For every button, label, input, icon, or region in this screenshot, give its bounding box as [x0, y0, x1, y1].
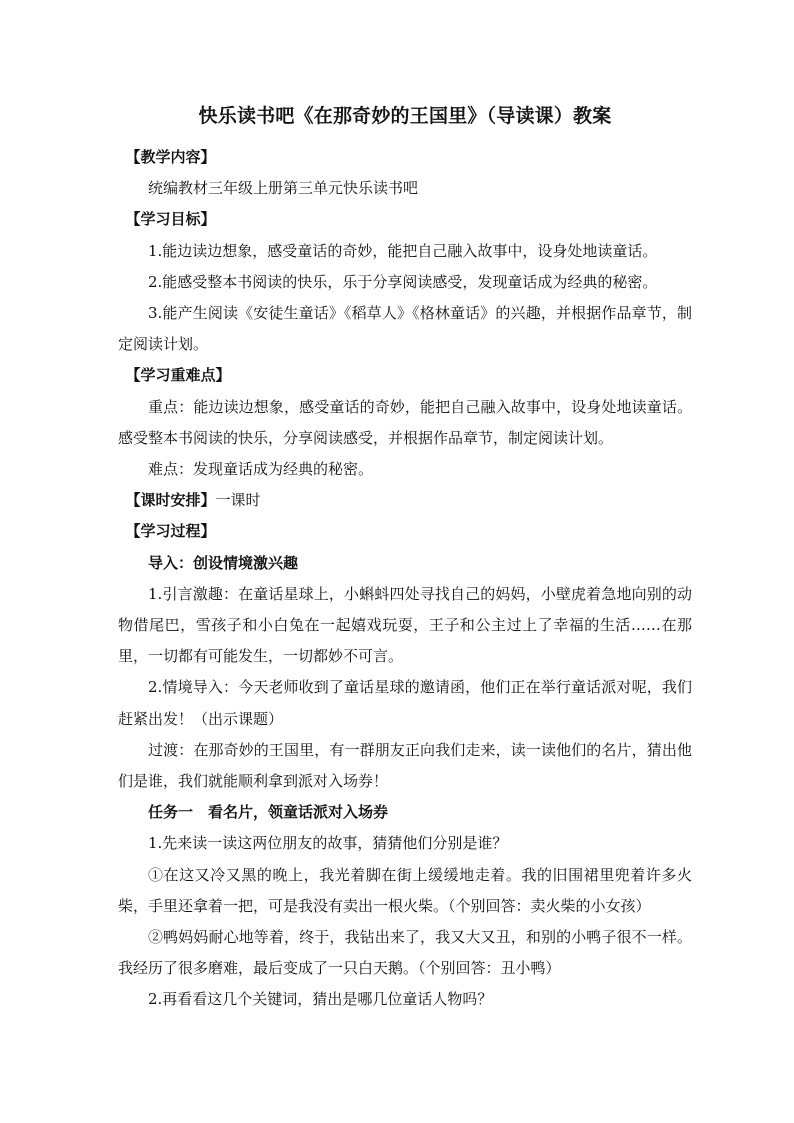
section-heading-process: 【学习过程】 [125, 522, 216, 541]
key-points-focus: 重点：能边读边想象，感受童话的奇妙，能把自己融入故事中，设身处地读童话。感受整本书阅读的快乐，分享阅读感受，并根据作品章节，制定阅读计划。 [118, 397, 692, 447]
section-heading-schedule [118, 485, 692, 516]
document-body [118, 100, 692, 1016]
section-heading-goals: 【学习目标】 [125, 210, 216, 229]
schedule-heading-label: 【课时安排】 [125, 491, 216, 510]
goal-item: 1.能边读边想象，感受童话的奇妙，能把自己融入故事中，设身处地读童话。 [148, 241, 658, 260]
key-points-difficulty: 难点：发现童话成为经典的秘密。 [148, 460, 374, 479]
intro-transition: 过渡：在那奇妙的王国里，有一群朋友正向我们走来，读一读他们的名片，猜出他们是谁，我们就能顺利拿到派对入场券！ [118, 740, 692, 791]
task1-item: ①在这又冷又黑的晚上，我光着脚在街上缓缓地走着。我的旧围裙里兜着许多火柴，手里还拿着一把，可是我没有卖出一根火柴。（个别回答：卖火柴的小女孩） [118, 865, 692, 915]
document-title: 快乐读书吧《在那奇妙的王国里》（导读课）教案 [198, 105, 612, 127]
intro-item: 1.引言激趣：在童话星球上，小蝌蚪四处寻找自己的妈妈，小壁虎着急地向别的动物借尾巴，雪孩子和小白兔在一起嬉戏玩耍，王子和公主过上了幸福的生活……在那里，一切都有可能发生，一切都妙不可言。 [118, 584, 692, 666]
section-heading-key-points: 【学习重难点】 [125, 366, 231, 385]
schedule-text: 一课时 [215, 491, 261, 510]
goal-item: 2.能感受整本书阅读的快乐，乐于分享阅读感受，发现童话成为经典的秘密。 [148, 272, 658, 291]
task1-item: ②鸭妈妈耐心地等着，终于，我钻出来了，我又大又丑，和别的小鸭子很不一样。我经历了很多磨难，最后变成了一只白天鹅。（个别回答：丑小鸭） [118, 928, 692, 978]
task1-heading: 任务一 看名片，领童话派对入场券 [148, 803, 389, 822]
content-text: 统编教材三年级上册第三单元快乐读书吧 [148, 179, 419, 198]
intro-item: 2.情境导入：今天老师收到了童话星球的邀请函，他们正在举行童话派对呢，我们赶紧出发！（出示课题） [118, 678, 692, 728]
section-heading-content: 【教学内容】 [125, 148, 216, 166]
task1-item: 1.先来读一读这两位朋友的故事，猜猜他们分别是谁？ [148, 834, 508, 853]
intro-heading: 导入：创设情境激兴趣 [148, 553, 299, 572]
task1-item: 2.再看看这几个关键词，猜出是哪几位童话人物吗？ [148, 990, 493, 1009]
goal-item: 3.能产生阅读《安徒生童话》《稻草人》《格林童话》的兴趣，并根据作品章节，制定阅读计划。 [118, 304, 692, 354]
